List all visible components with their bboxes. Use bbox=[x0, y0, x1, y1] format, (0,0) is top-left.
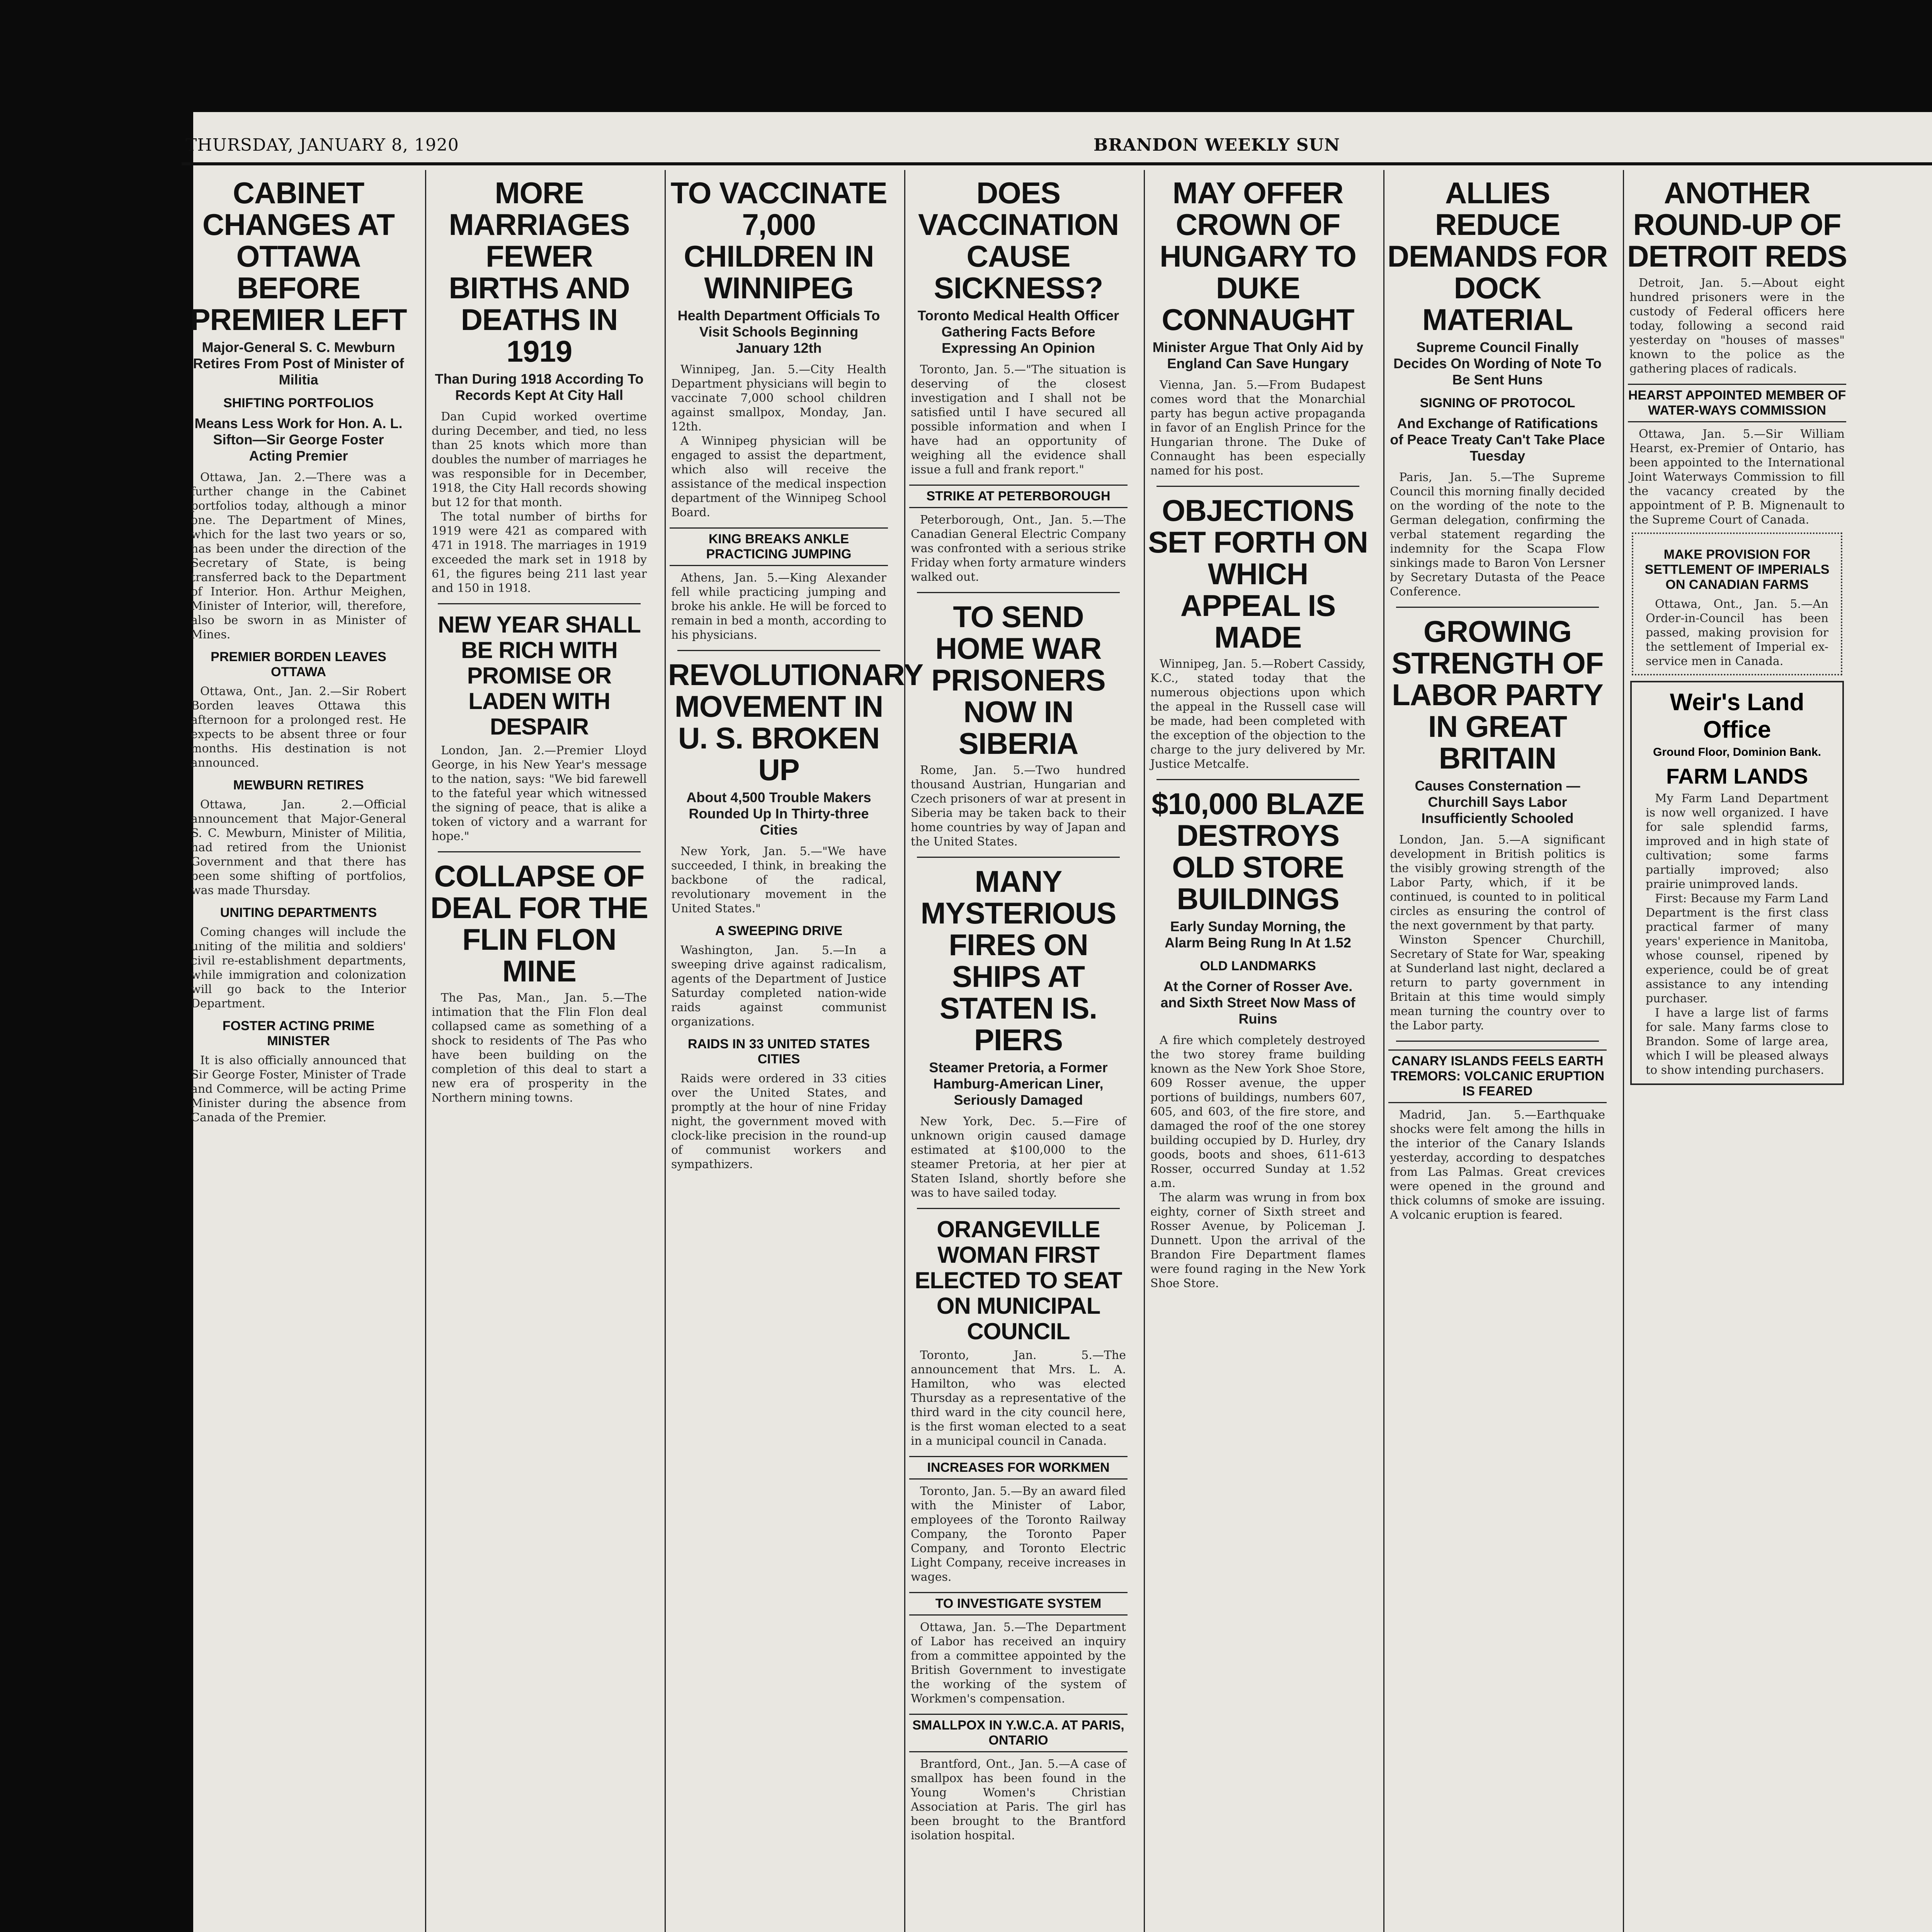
deck: At the Corner of Rosser Ave. and Sixth Street Now Mass of Ruins bbox=[1160, 978, 1355, 1027]
article-text: Toronto, Jan. 5.—By an award filed with the Minister of Labor, employees of the Toronto Railway Company, the Toronto Paper Company, and Toronto Electric Light Company, receive increases in wages. bbox=[911, 1485, 1126, 1584]
deck: Means Less Work for Hon. A. L. Sifton—Sir George Foster Acting Premier bbox=[194, 415, 403, 464]
divider bbox=[917, 592, 1120, 593]
column-2 bbox=[425, 170, 652, 1932]
article-text: Madrid, Jan. 5.—Earthquake shocks were felt among the hills in the interior of the Canary Islands yesterday, according to despatches from Las Palmas. Great crevices were opened in the ground and thick columns of smoke are issuing. A volcanic eruption is feared. bbox=[1390, 1108, 1605, 1222]
headline-cabinet-changes: CABINET CHANGES AT OTTAWA BEFORE PREMIER LEFT bbox=[190, 176, 407, 337]
subhead: A SWEEPING DRIVE bbox=[715, 923, 843, 938]
article-text: Dan Cupid worked overtime during December, and tied, no less than 25 knots which more than doubles the number of marriages he was responsible for in December, 1918, the City Hall records showing but 12 for that month. bbox=[432, 410, 647, 509]
divider bbox=[917, 857, 1120, 858]
article-text: The alarm was wrung in from box eighty, corner of Sixth street and Rosser Avenue, by Policeman J. Dunnett. Upon the arrival of the Brandon Fire Department flames were found raging in the New York Shoe Store. bbox=[1150, 1191, 1366, 1290]
weirs-land-office-ad bbox=[1630, 681, 1844, 1085]
deck: Supreme Council Finally Decides On Wording of Note To Be Sent Huns bbox=[1393, 339, 1602, 388]
subhead: UNITING DEPARTMENTS bbox=[220, 905, 377, 920]
article-text: Washington, Jan. 5.—In a sweeping drive against radicalism, agents of the Department of Justice Saturday completed nation-wide raids against communist organizations. bbox=[671, 944, 886, 1029]
article-text: Athens, Jan. 5.—King Alexander fell while practicing jumping and broke his ankle. He will be forced to remain in bed a month, according to his physicians. bbox=[671, 571, 886, 642]
article-text: London, Jan. 5.—A significant development in British politics is the visibly growing strength of the Labor Party, which, if it be continued, is counted to in political circles as ensuring the control of the next government by that party. bbox=[1390, 833, 1605, 932]
column-8 bbox=[1862, 170, 1932, 1932]
article-text: It is also officially announced that Sir George Foster, Minister of Trade and Commerce, will be acting Prime Minister during the absence from Canada of the Premier. bbox=[191, 1054, 406, 1124]
deck: Causes Consternation — Churchill Says Labor Insufficiently Schooled bbox=[1415, 778, 1580, 826]
divider bbox=[438, 603, 641, 604]
subhead: MEWBURN RETIRES bbox=[233, 778, 364, 793]
article-text: Vienna, Jan. 5.—From Budapest comes word that the Monarchial party has begun active propaganda in favor of an English Prince for the Hungarian throne. The Duke of Connaught has been especially named for his post. bbox=[1150, 378, 1366, 478]
headline-war-prisoners: TO SEND HOME WAR PRISONERS NOW IN SIBERIA bbox=[931, 600, 1105, 760]
article-text: Detroit, Jan. 5.—About eight hundred prisoners were in the custody of Federal officers here today, following a second raid yesterday on "houses of masses" known to the police as the gathering places of radicals. bbox=[1629, 276, 1845, 376]
article-text: A Winnipeg physician will be engaged to assist the department, which also will receive the assistance of the medical inspection department of the Winnipeg School Board. bbox=[671, 434, 886, 519]
article-text: The Pas, Man., Jan. 5.—The intimation that the Flin Flon deal collapsed came as something of a shock to residents of The Pas who have been building on the completion of this deal to start a new era of prosperity in the Northern mining towns. bbox=[432, 991, 647, 1105]
article-text: New York, Jan. 5.—"We have succeeded, I think, in breaking the backbone of the radical, revolutionary movement in the United States." bbox=[671, 845, 886, 915]
headline-vaccination-sickness: DOES VACCINATION CAUSE SICKNESS? bbox=[918, 176, 1119, 305]
headline-new-year: NEW YEAR SHALL BE RICH WITH PROMISE OR LADEN WITH DESPAIR bbox=[438, 612, 641, 740]
paper-title: BRANDON WEEKLY SUN bbox=[1094, 135, 1340, 155]
headline-crown-hungary: MAY OFFER CROWN OF HUNGARY TO DUKE CONNAUGHT bbox=[1160, 176, 1356, 337]
subhead: CANARY ISLANDS FEELS EARTH TREMORS: VOLCANIC ERUPTION IS FEARED bbox=[1388, 1049, 1607, 1103]
divider bbox=[1396, 1041, 1599, 1042]
article-text: Winston Spencer Churchill, Secretary of State for War, speaking at Sunderland last night, declared a return to party government in Britain at this time would simply mean turning the country over to the Labor party. bbox=[1390, 933, 1605, 1032]
deck: And Exchange of Ratifications of Peace Treaty Can't Take Place Tuesday bbox=[1390, 415, 1605, 464]
ad-title: Weir's Land Office bbox=[1670, 689, 1804, 743]
headline-objections: OBJECTIONS SET FORTH ON WHICH APPEAL IS MADE bbox=[1148, 493, 1368, 654]
divider bbox=[677, 650, 880, 651]
column-3 bbox=[665, 170, 923, 1932]
deck: Than During 1918 According To Records Kept At City Hall bbox=[435, 371, 644, 403]
deck: Steamer Pretoria, a Former Hamburg-American Liner, Seriously Damaged bbox=[929, 1060, 1108, 1108]
divider bbox=[1156, 779, 1359, 780]
deck: Toronto Medical Health Officer Gathering Facts Before Expressing An Opinion bbox=[917, 308, 1119, 356]
subhead: MAKE PROVISION FOR SETTLEMENT OF IMPERIALS ON CANADIAN FARMS bbox=[1645, 547, 1830, 592]
divider bbox=[1396, 607, 1599, 608]
headline-revolutionary: REVOLUTIONARY MOVEMENT IN U. S. BROKEN UP bbox=[668, 658, 923, 787]
article-text: New York, Dec. 5.—Fire of unknown origin caused damage estimated at $100,000 to the steamer Pretoria, at her pier at Staten Island, shortly before she was to have sailed today. bbox=[911, 1115, 1126, 1200]
masthead bbox=[185, 128, 1932, 162]
subhead: PREMIER BORDEN LEAVES OTTAWA bbox=[211, 650, 386, 679]
headline-vaccinate: TO VACCINATE 7,000 CHILDREN IN WINNIPEG bbox=[670, 176, 887, 305]
article-text: Raids were ordered in 33 cities over the United States, and promptly at the hour of nine Friday night, the government moved with clock-like precision in the round-up of communist workers and sympathizers. bbox=[671, 1072, 886, 1171]
headline-allies-reduce: ALLIES REDUCE DEMANDS FOR DOCK MATERIAL bbox=[1387, 176, 1608, 337]
deck: Health Department Officials To Visit Schools Beginning January 12th bbox=[677, 308, 880, 356]
article-text: Ottawa, Ont., Jan. 5.—An Order-in-Council has been passed, making provision for the settlement of Imperial ex-service men in Canada. bbox=[1646, 597, 1828, 668]
article-text: London, Jan. 2.—Premier Lloyd George, in his New Year's message to the nation, says: "We bid farewell to the fateful year which witnessed the signing of peace, that is alike a token of victory and a warrant for hope." bbox=[432, 744, 647, 843]
divider bbox=[438, 851, 641, 852]
subhead: SHIFTING PORTFOLIOS bbox=[223, 396, 374, 410]
headline-mysterious-fires: MANY MYSTERIOUS FIRES ON SHIPS AT STATEN IS. PIERS bbox=[920, 864, 1116, 1057]
divider bbox=[917, 1208, 1120, 1209]
article-text: Ottawa, Jan. 5.—The Department of Labor has received an inquiry from a committee appointed by the British Government to investigate the working of the system of Workmen's compensation. bbox=[911, 1621, 1126, 1706]
column-6 bbox=[1383, 170, 1611, 1932]
column-1 bbox=[185, 170, 412, 1932]
article-text: Rome, Jan. 5.—Two hundred thousand Austrian, Hungarian and Czech prisoners of war at present in Siberia may be taken back to their home countries by way of Japan and the United States. bbox=[911, 764, 1126, 849]
subhead: SMALLPOX IN Y.W.C.A. AT PARIS, ONTARIO bbox=[909, 1714, 1128, 1752]
headline-flin-flon: COLLAPSE OF DEAL FOR THE FLIN FLON MINE bbox=[430, 859, 648, 988]
article-text: Toronto, Jan. 5.—The announcement that Mrs. L. A. Hamilton, who was elected Thursday as a representative of the third ward in the city council here, is the first woman elected to a seat in a municipal council in Canada. bbox=[911, 1349, 1126, 1448]
subhead: RAIDS IN 33 UNITED STATES CITIES bbox=[687, 1037, 870, 1066]
issue-date: THURSDAY, JANUARY 8, 1920 bbox=[185, 135, 459, 155]
subhead: OLD LANDMARKS bbox=[1200, 959, 1316, 973]
deck: Major-General S. C. Mewburn Retires From Post of Minister of Militia bbox=[193, 339, 404, 388]
article-text: Coming changes will include the uniting of the militia and soldiers' civil re-establishment departments, while immigration and colonization will go back to the Interior Department. bbox=[191, 925, 406, 1010]
headline-orangeville-woman: ORANGEVILLE WOMAN FIRST ELECTED TO SEAT ON MUNICIPAL COUNCIL bbox=[915, 1216, 1122, 1344]
ad-text: I have a large list of farms for sale. Many farms close to Brandon. Some of large area, which I will be pleased always to show intending purchasers. bbox=[1646, 1006, 1828, 1077]
divider bbox=[1156, 486, 1359, 487]
article-text: Peterborough, Ont., Jan. 5.—The Canadian General Electric Company was confronted with a serious strike Friday when forty armature winders walked out. bbox=[911, 513, 1126, 584]
column-4 bbox=[904, 170, 1131, 1932]
subhead: STRIKE AT PETERBOROUGH bbox=[909, 485, 1128, 508]
article-text: Winnipeg, Jan. 5.—City Health Department physicians will begin to vaccinate 7,000 school children against smallpox, Monday, Jan. 12th. bbox=[671, 363, 886, 434]
deck: About 4,500 Trouble Makers Rounded Up In Thirty-three Cities bbox=[686, 789, 871, 838]
subhead: HEARST APPOINTED MEMBER OF WATER-WAYS COMMISSION bbox=[1628, 384, 1846, 422]
subhead: TO INVESTIGATE SYSTEM bbox=[909, 1592, 1128, 1616]
article-text: Brantford, Ont., Jan. 5.—A case of smallpox has been found in the Young Women's Christian Association at Paris. The girl has been brought to the Brantford isolation hospital. bbox=[911, 1757, 1126, 1842]
ad-location: Ground Floor, Dominion Bank. bbox=[1653, 746, 1821, 759]
deck: Minister Argue That Only Aid by England Can Save Hungary bbox=[1152, 339, 1364, 371]
subhead: KING BREAKS ANKLE PRACTICING JUMPING bbox=[670, 527, 888, 566]
ad-text: First: Because my Farm Land Department is the first class practical farmer of many years' experience in Manitoba, whose counsel, ripened by experience, could be of great assistance to any intending purchaser. bbox=[1646, 892, 1828, 1005]
column-5 bbox=[1144, 170, 1371, 1932]
column-7 bbox=[1623, 170, 1850, 1932]
ad-heading: FARM LANDS bbox=[1666, 764, 1808, 788]
article-text: A fire which completely destroyed the two storey frame building known as the New York Shoe Store, 609 Rosser avenue, the upper portions of buildings, numbers 607, 605, and 603, of the fire store, and damaged the roof of the one storey building occupied by D. Hurley, dry goods, boots and shoes, 611-613 Rosser, occurred Sunday at 1.52 a.m. bbox=[1150, 1034, 1366, 1190]
headline-detroit-reds: ANOTHER ROUND-UP OF DETROIT REDS bbox=[1627, 176, 1847, 273]
deck: Early Sunday Morning, the Alarm Being Rung In At 1.52 bbox=[1165, 918, 1351, 951]
masthead-rule bbox=[182, 162, 1932, 165]
article-text: Ottawa, Jan. 5.—Sir William Hearst, ex-Premier of Ontario, has been appointed to the International Joint Waterways Commission to fill the vacancy created by the appointment of P. B. Mignenault to the Supreme Court of Canada. bbox=[1629, 427, 1845, 527]
headline-marriages: MORE MARRIAGES FEWER BIRTHS AND DEATHS IN 1919 bbox=[449, 176, 630, 368]
subhead: INCREASES FOR WORKMEN bbox=[909, 1456, 1128, 1480]
headline-labor-party: GROWING STRENGTH OF LABOR PARTY IN GREAT BRITAIN bbox=[1391, 614, 1604, 775]
subhead: FOSTER ACTING PRIME MINISTER bbox=[222, 1019, 375, 1048]
article-text: Ottawa, Jan. 2.—There was a further change in the Cabinet portfolios today, although a minor one. The Department of Mines, which for the last two years or so, has been under the direction of the Secretary of State, is being transferred back to the Department of Interior. Hon. Arthur Meighen, Minister of Interior, will, therefore, also be sworn in as Minister of Mines. bbox=[191, 471, 406, 641]
article-text: The total number of births for 1919 were 421 as compared with 471 in 1918. The marriages in 1919 exceeded the mark set in 1918 by 61, the figures being 211 last year and 150 in 1918. bbox=[432, 510, 647, 595]
article-text: Toronto, Jan. 5.—"The situation is deserving of the closest investigation and I shall not be satisfied until I have secured all possible information and when I have had an opportunity of weighing all the evidence shall issue a full and frank report." bbox=[911, 363, 1126, 476]
article-text: Ottawa, Ont., Jan. 2.—Sir Robert Borden leaves Ottawa this afternoon for a prolonged rest. He expects to be absent three or four months. His destination is not announced. bbox=[191, 685, 406, 770]
ad-text: My Farm Land Department is now well organized. I have for sale splendid farms, improved and in high state of cultivation; some farms partially improved; also prairie unimproved lands. bbox=[1646, 792, 1828, 891]
article-text: Paris, Jan. 5.—The Supreme Council this morning finally decided on the wording of the note to the German delegation, confirming the verbal statement regarding the indemnity for the Scapa Flow sinkings made to Baron Von Lersner by Secretary Dutasta of the Peace Conference. bbox=[1390, 471, 1605, 599]
headline-blaze: $10,000 BLAZE DESTROYS OLD STORE BUILDINGS bbox=[1151, 787, 1364, 916]
article-text: Ottawa, Jan. 2.—Official announcement that Major-General S. C. Mewburn, Minister of Militia, had retired from the Unionist Government and that there has been some shifting of portfolios, was made Thursday. bbox=[191, 798, 406, 897]
subhead: SIGNING OF PROTOCOL bbox=[1420, 396, 1575, 410]
imperials-notice-box bbox=[1632, 532, 1842, 675]
article-text: Winnipeg, Jan. 5.—Robert Cassidy, K.C., stated today that the numerous objections upon which the appeal in the Russell case will be made, had been completed with the exception of the objection to the charge to the jury delivered by Mr. Justice Metcalfe. bbox=[1150, 657, 1366, 771]
